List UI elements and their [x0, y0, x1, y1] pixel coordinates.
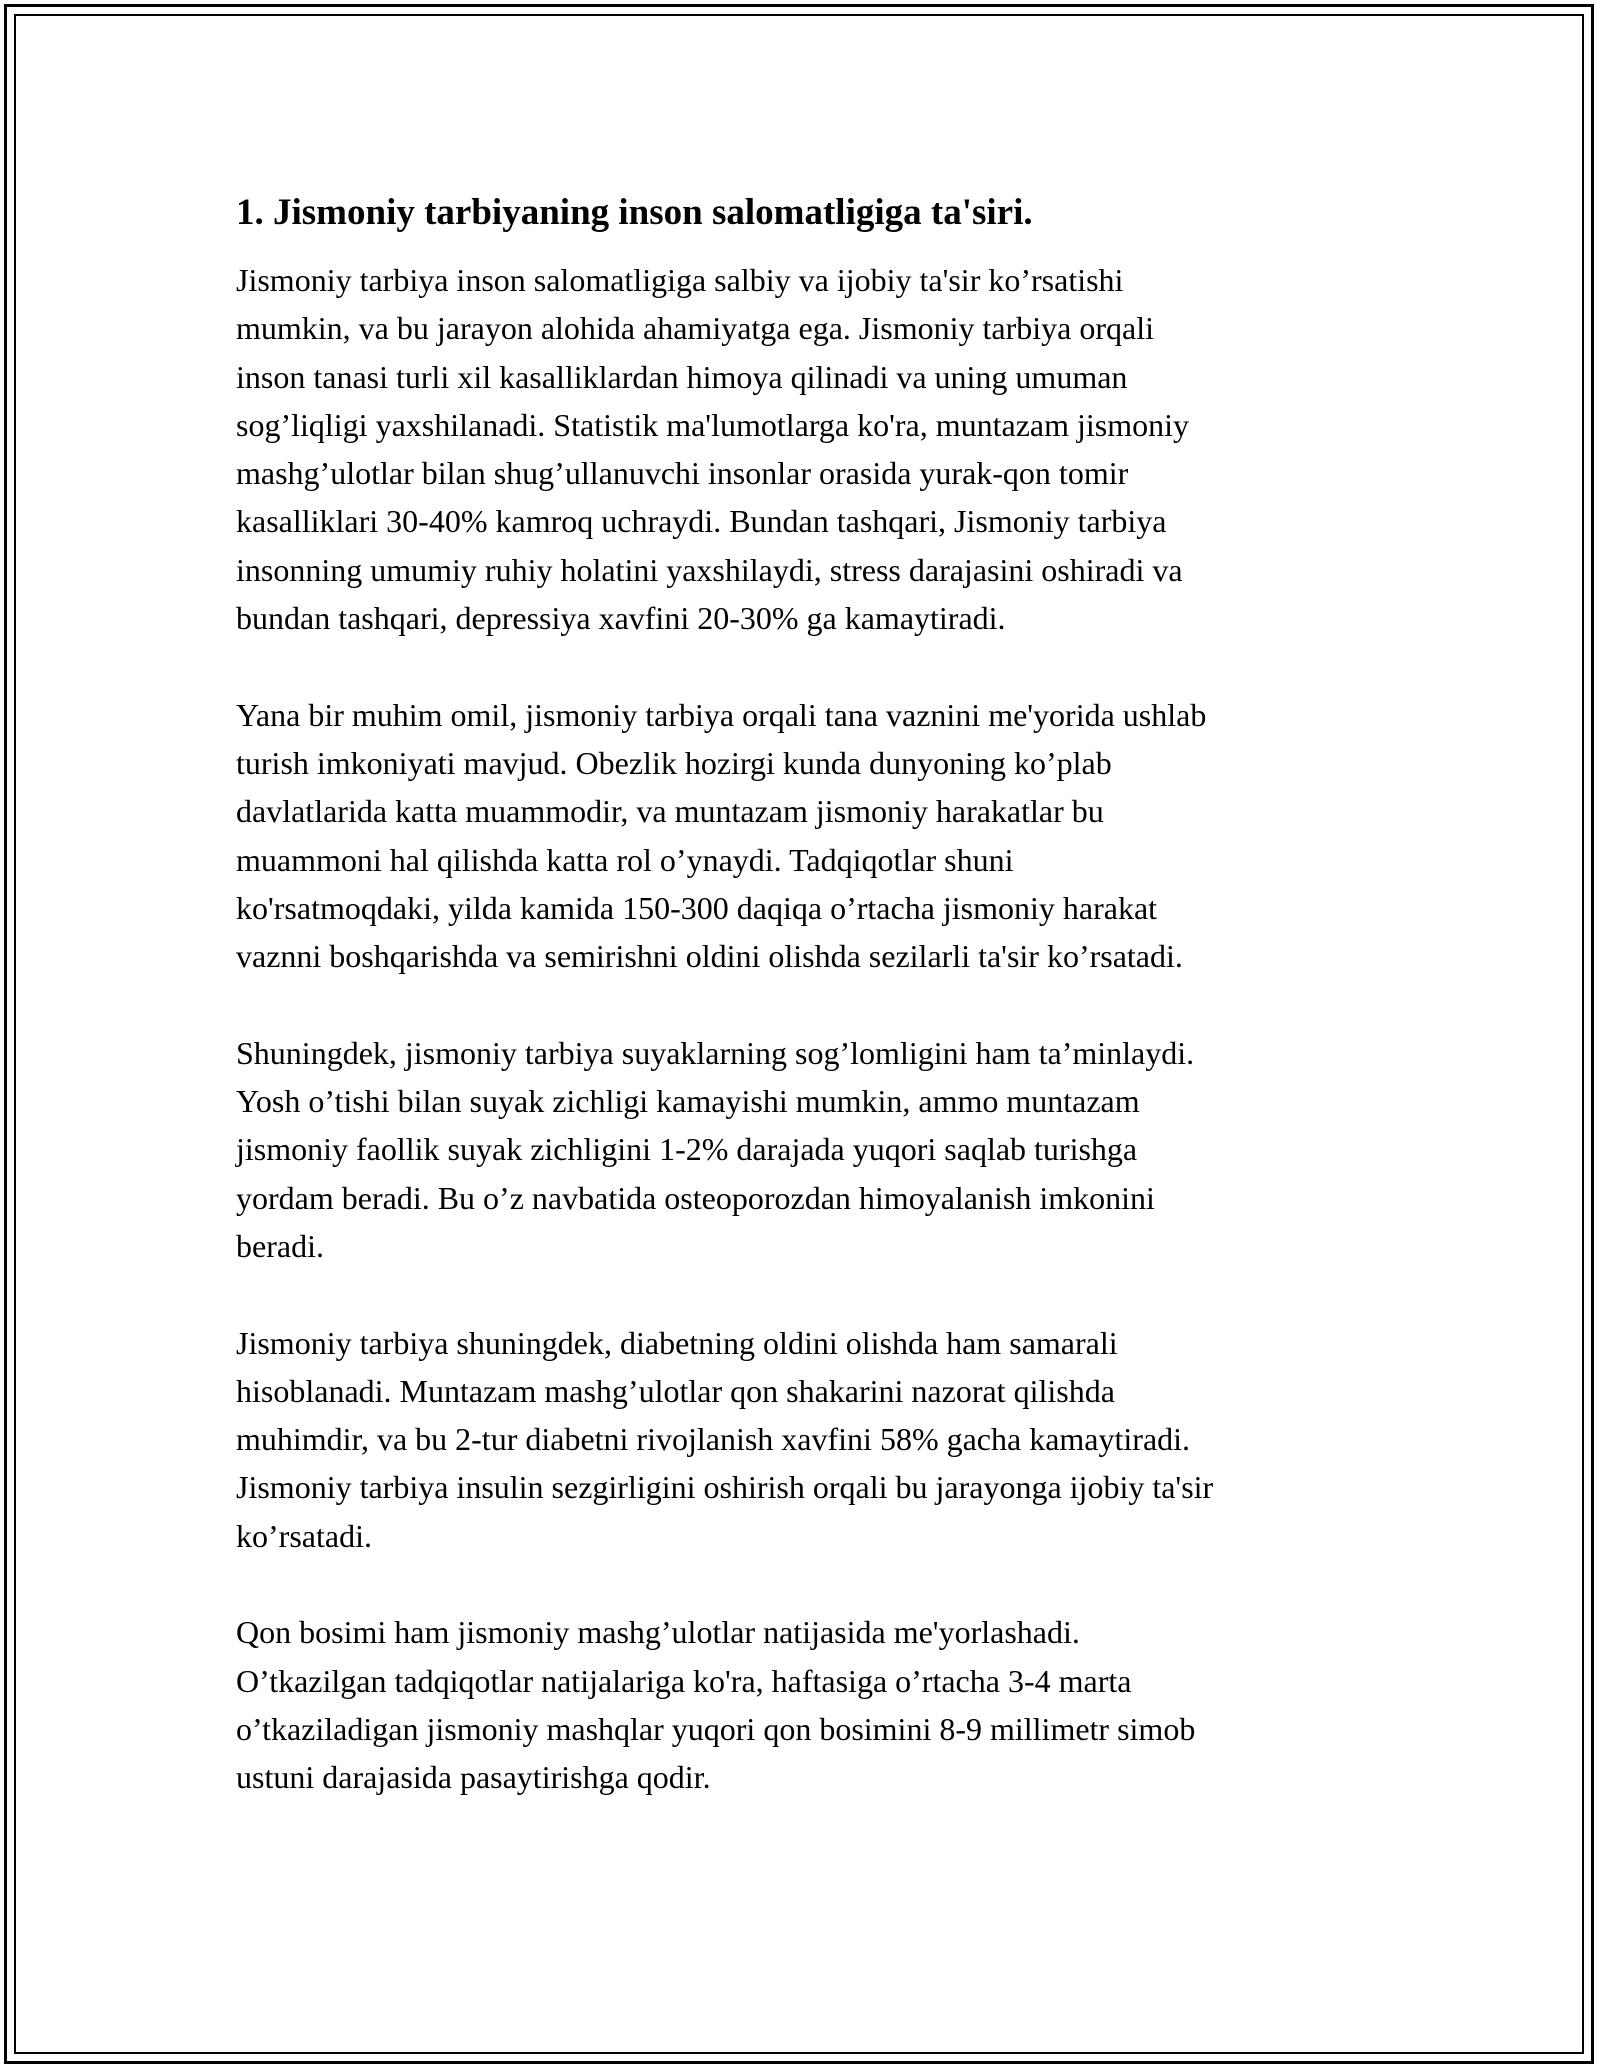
paragraph-line: Jismoniy tarbiya inson salomatligiga salbiy va ijobiy ta'sir ko’rsatishi — [236, 262, 1124, 298]
paragraph-line: jismoniy faollik suyak zichligini 1-2% darajada yuqori saqlab turishga — [236, 1131, 1138, 1168]
body-paragraph-1 — [236, 256, 1366, 642]
paragraph-line: O’tkazilgan tadqiqotlar natijalariga ko'ra, haftasiga o’rtacha 3-4 marta — [236, 1662, 1132, 1699]
paragraph-line: ustuni darajasida pasaytirishga qodir. — [236, 1759, 711, 1796]
paragraph-line: ko’rsatadi. — [236, 1517, 372, 1554]
paragraph-line: Shuningdek, jismoniy tarbiya suyaklarning sog’lomligini ham ta’minlaydi. — [236, 1034, 1195, 1071]
paragraph-line: Yosh o’tishi bilan suyak zichligi kamayishi mumkin, ammo muntazam — [236, 1083, 1140, 1120]
paragraph-line: muammoni hal qilishda katta rol o’ynaydi. Tadqiqotlar shuni — [236, 841, 1014, 878]
paragraph-line: mumkin, va bu jarayon alohida ahamiyatga ega. Jismoniy tarbiya orqali — [236, 310, 1154, 347]
document-page — [236, 188, 1366, 1802]
document-body — [236, 256, 1366, 1802]
paragraph-line: kasalliklari 30-40% kamroq uchraydi. Bundan tashqari, Jismoniy tarbiya — [236, 503, 1167, 540]
paragraph-line: Qon bosimi ham jismoniy mashg’ulotlar natijasida me'yorlashadi. — [236, 1614, 1080, 1651]
paragraph-line: mashg’ulotlar bilan shug’ullanuvchi insonlar orasida yurak-qon tomir — [236, 455, 1129, 492]
body-paragraph-2 — [236, 691, 1366, 981]
paragraph-line: hisoblanadi. Muntazam mashg’ulotlar qon shakarini nazorat qilishda — [236, 1372, 1115, 1409]
document-title: 1. Jismoniy tarbiyaning inson salomatligiga ta'siri. — [236, 192, 1033, 233]
body-paragraph-4 — [236, 1319, 1366, 1560]
body-paragraph-5 — [236, 1608, 1366, 1801]
paragraph-line: yordam beradi. Bu o’z navbatida osteoporozdan himoyalanish imkonini — [236, 1179, 1155, 1216]
paragraph-line: Yana bir muhim omil, jismoniy tarbiya orqali tana vaznini me'yorida ushlab — [236, 696, 1207, 733]
paragraph-line: bundan tashqari, depressiya xavfini 20-30% ga kamaytiradi. — [236, 600, 1006, 637]
paragraph-line: muhimdir, va bu 2-tur diabetni rivojlanish xavfini 58% gacha kamaytiradi. — [236, 1421, 1191, 1458]
body-paragraph-3 — [236, 1029, 1366, 1270]
paragraph-line: inson tanasi turli xil kasalliklardan himoya qilinadi va uning umuman — [236, 358, 1128, 395]
paragraph-line: sog’liqligi yaxshilanadi. Statistik ma'lumotlarga ko'ra, muntazam jismoniy — [236, 406, 1190, 443]
paragraph-line: vaznni boshqarishda va semirishni oldini olishda sezilarli ta'sir ko’rsatadi. — [236, 938, 1183, 975]
paragraph-line: davlatlarida katta muammodir, va muntazam jismoniy harakatlar bu — [236, 793, 1104, 830]
paragraph-line: o’tkaziladigan jismoniy mashqlar yuqori qon bosimini 8-9 millimetr simob — [236, 1710, 1196, 1747]
paragraph-line: Jismoniy tarbiya shuningdek, diabetning oldini olishda ham samarali — [236, 1324, 1118, 1361]
paragraph-line: beradi. — [236, 1227, 324, 1264]
paragraph-line: ko'rsatmoqdaki, yilda kamida 150-300 daqiqa o’rtacha jismoniy harakat — [236, 889, 1158, 926]
paragraph-line: turish imkoniyati mavjud. Obezlik hozirgi kunda dunyoning ko’plab — [236, 744, 1112, 781]
paragraph-line: insonning umumiy ruhiy holatini yaxshilaydi, stress darajasini oshiradi va — [236, 551, 1183, 588]
paragraph-line: Jismoniy tarbiya insulin sezgirligini oshirish orqali bu jarayonga ijobiy ta'sir — [236, 1469, 1214, 1506]
